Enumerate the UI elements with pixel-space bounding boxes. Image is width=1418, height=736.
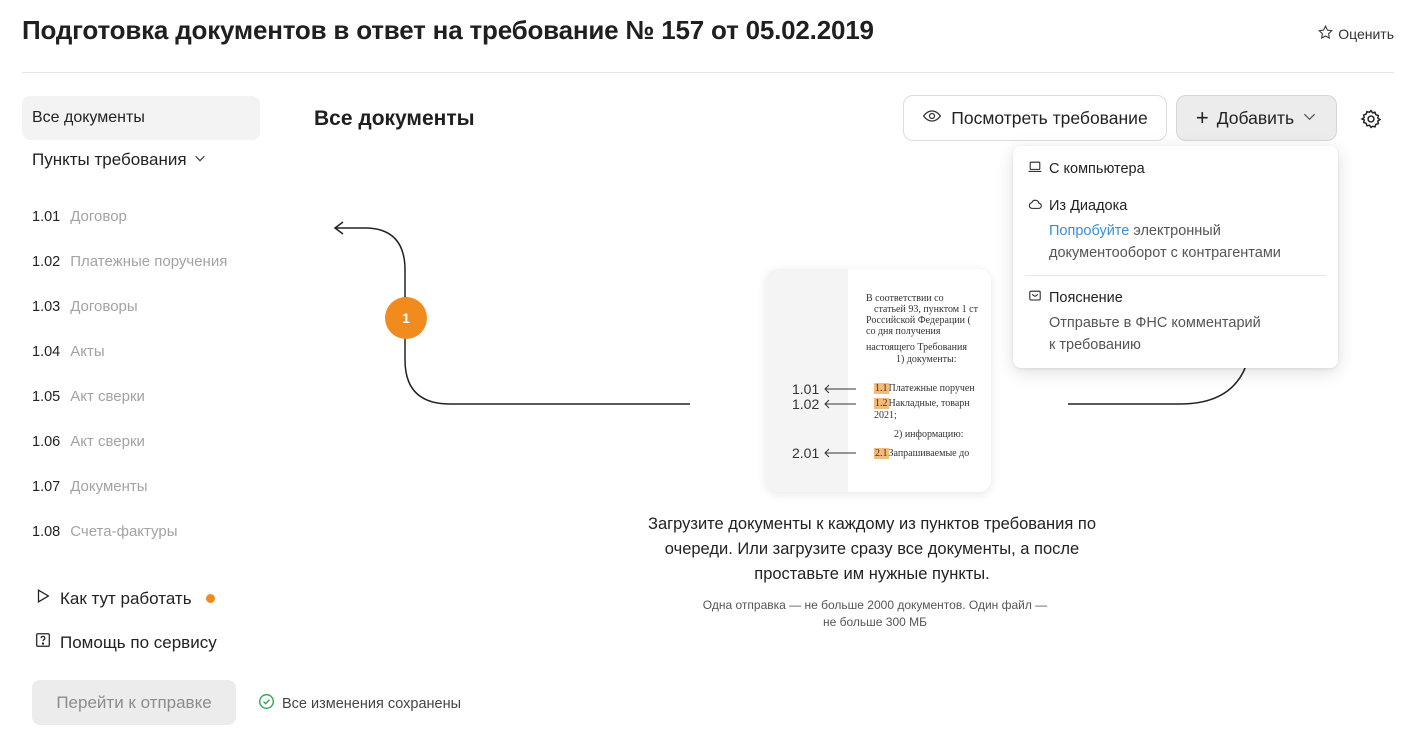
reference-number: 1.01: [792, 381, 820, 397]
new-indicator-dot: [206, 594, 215, 603]
requirement-label: Акт сверки: [70, 388, 145, 405]
menu-item-label: Из Диадока: [1049, 198, 1128, 214]
document-marked-line: [874, 383, 975, 394]
diadoc-try-link[interactable]: Попробуйте: [1049, 223, 1130, 239]
add-dropdown-menu: [1013, 146, 1338, 368]
requirement-number: 1.01: [32, 208, 61, 225]
laptop-icon: [1027, 159, 1043, 179]
sidebar-item-1-04[interactable]: [32, 329, 227, 374]
requirement-label: Договор: [70, 208, 127, 225]
menu-item-explanation[interactable]: [1027, 288, 1123, 308]
sidebar-item-1-08[interactable]: [32, 509, 227, 554]
requirement-label: Платежные поручения: [70, 253, 228, 270]
document-reference-row: [792, 396, 857, 412]
document-marked-line: [874, 398, 970, 409]
main-title: Все документы: [314, 107, 475, 130]
document-preview-card: [766, 269, 991, 492]
requirement-label: Акты: [70, 343, 105, 360]
document-reference-row: [792, 445, 857, 461]
document-line: 2) информацию:: [894, 429, 964, 440]
add-button[interactable]: [1176, 95, 1337, 141]
upload-limit-note: Одна отправка — не больше 2000 документов. Один файл — не больше 300 МБ: [702, 598, 1048, 629]
arrow-left-icon: [823, 384, 857, 394]
save-status-text: Все изменения сохранены: [282, 695, 462, 712]
requirement-number: 1.02: [32, 253, 61, 270]
requirement-number: 1.04: [32, 343, 61, 360]
view-requirement-label: Посмотреть требование: [951, 107, 1148, 128]
document-line: со дня получения: [866, 326, 941, 337]
document-line: статьей 93, пунктом 1 ст: [874, 304, 978, 315]
menu-divider: [1025, 275, 1326, 276]
sidebar-group-requirements[interactable]: [32, 150, 207, 170]
document-line: Российской Федерации (: [866, 315, 971, 326]
requirement-number: 1.07: [32, 478, 61, 495]
arrow-left-icon: [823, 399, 857, 409]
document-mark-text: Запрашиваемые до: [888, 448, 970, 459]
question-icon: [34, 631, 52, 654]
chevron-down-icon: [193, 150, 207, 170]
document-mark-text: Платежные поручен: [888, 383, 975, 394]
reference-number: 1.02: [792, 396, 820, 412]
menu-item-from-diadoc[interactable]: [1027, 196, 1127, 216]
explanation-description-text: к требованию: [1049, 337, 1141, 353]
document-mark: 1.1: [875, 383, 888, 394]
document-reference-row: [792, 381, 857, 397]
add-button-label: Добавить: [1216, 107, 1295, 128]
reference-number: 2.01: [792, 445, 820, 461]
requirement-number: 1.05: [32, 388, 61, 405]
sidebar-item-1-02[interactable]: [32, 239, 227, 284]
arrow-left-icon: [823, 448, 857, 458]
view-requirement-button[interactable]: [903, 95, 1167, 141]
star-icon: [1317, 24, 1334, 44]
document-mark-text: Накладные, товарн: [888, 398, 970, 409]
diadoc-description: [1049, 220, 1281, 264]
rate-button[interactable]: [1317, 24, 1394, 44]
requirement-number: 1.06: [32, 433, 61, 450]
requirement-list: [32, 194, 227, 554]
page-title: Подготовка документов в ответ на требование № 157 от 05.02.2019: [22, 15, 874, 45]
document-line: 1) документы:: [896, 354, 957, 365]
menu-item-label: С компьютера: [1049, 161, 1145, 177]
document-marked-line: [874, 448, 969, 459]
upload-hint-text: Загрузите документы к каждому из пунктов требования по очереди. Или загрузите сразу все документы, а после проставьте им нужные пункты.: [647, 515, 1097, 583]
sidebar-item-1-07[interactable]: [32, 464, 227, 509]
sidebar-item-1-03[interactable]: [32, 284, 227, 329]
menu-item-label: Пояснение: [1049, 290, 1123, 306]
howto-label: Как тут работать: [60, 588, 192, 608]
document-line: настоящего Требования: [866, 342, 967, 353]
step-number-badge: 1: [385, 297, 427, 339]
explanation-description: [1049, 312, 1261, 356]
sidebar-group-label: Пункты требования: [32, 150, 187, 169]
header-divider: [22, 72, 1394, 73]
requirement-label: Счета-фактуры: [70, 523, 178, 540]
sidebar-item-1-06[interactable]: [32, 419, 227, 464]
go-to-send-button[interactable]: Перейти к отправке: [32, 680, 236, 725]
check-circle-icon: [258, 693, 275, 714]
diadoc-description-text: электронный: [1129, 223, 1221, 239]
explanation-description-text: Отправьте в ФНС комментарий: [1049, 315, 1261, 331]
help-label: Помощь по сервису: [60, 632, 217, 652]
chevron-down-icon: [1302, 108, 1317, 129]
howto-link[interactable]: [34, 587, 215, 610]
document-mark: 2.1: [875, 448, 888, 459]
requirement-label: Акт сверки: [70, 433, 145, 450]
document-line: В соответствии со: [866, 293, 944, 304]
eye-icon: [922, 106, 942, 131]
save-status: [258, 693, 461, 714]
diadoc-description-text: документооборот с контрагентами: [1049, 245, 1281, 261]
gear-icon[interactable]: [1360, 108, 1382, 130]
requirement-number: 1.03: [32, 298, 61, 315]
sidebar-item-1-01[interactable]: [32, 194, 227, 239]
requirement-label: Договоры: [70, 298, 138, 315]
help-link[interactable]: [34, 631, 217, 654]
cloud-icon: [1027, 196, 1043, 216]
sidebar-item-1-05[interactable]: [32, 374, 227, 419]
sidebar-item-all-documents[interactable]: Все документы: [22, 96, 260, 140]
menu-item-from-computer[interactable]: [1027, 159, 1145, 179]
play-icon: [34, 587, 52, 610]
requirement-label: Документы: [70, 478, 148, 495]
document-mark: 1.2: [875, 398, 888, 409]
requirement-number: 1.08: [32, 523, 61, 540]
rate-label: Оценить: [1338, 26, 1394, 42]
plus-icon: +: [1195, 105, 1209, 130]
message-icon: [1027, 288, 1043, 308]
document-line: 2021;: [874, 410, 897, 421]
